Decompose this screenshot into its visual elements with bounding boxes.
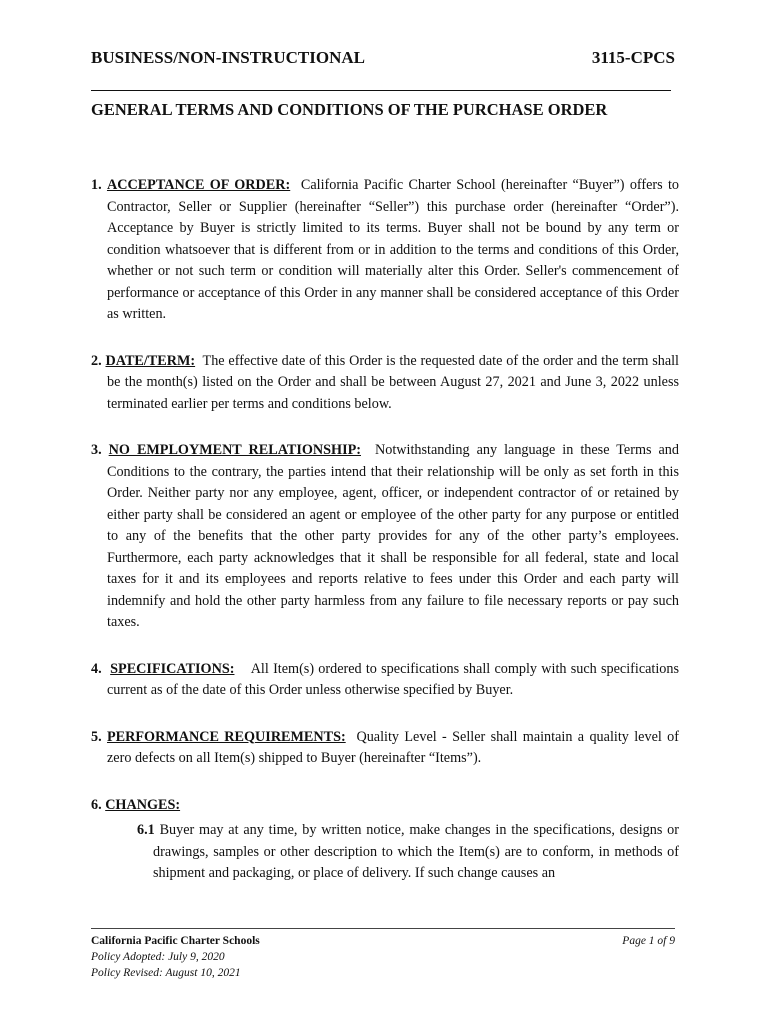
section-text: California Pacific Charter School (hereinafter “Buyer”) offers to Contractor, Seller or Supplier (hereinafter “Seller”) this purchase order (hereinafter “Order”). Acceptance by Buyer is strictly limited to its terms. Buyer shall not be bound by any term or condition whatsoever that is different from or in addition to the terms and conditions of this Order, whether or not such term or condition will materially alter this Order. Seller's commencement of performance or acceptance of this Order in any manner shall be considered acceptance of this Order as written. <box>107 177 680 322</box>
section-heading: PERFORMANCE REQUIREMENTS: <box>107 728 346 745</box>
section-acceptance <box>91 175 679 326</box>
page-header <box>91 48 675 68</box>
section-no-employment <box>91 440 679 634</box>
section-text: Notwithstanding any language in these Terms and Conditions to the contrary, the parties intend that their relationship will be only as set forth in this Order. Neither party nor any employee, agent, officer, or independent contractor of or retained by either party shall be considered an agent or employee of the other party for any purpose or entitled to any of the benefits that the other party provides for any of the other party’s employees. Furthermore, each party acknowledges that it shall be responsible for all federal, state and local taxes for it and its employees and reports relative to fees under this Order and each party will indemnify and hold the other party harmless from any failure to file necessary reports or pay such taxes. <box>107 442 679 630</box>
section-performance <box>91 727 679 770</box>
section-heading: DATE/TERM: <box>105 352 196 369</box>
footer-rule <box>91 928 675 929</box>
subsection-6-1 <box>91 820 679 885</box>
section-number: 1. <box>91 177 102 193</box>
section-heading: ACCEPTANCE OF ORDER: <box>106 177 291 193</box>
section-text: The effective date of this Order is the requested date of the order and the term shall be the month(s) listed on the Order and shall be between August 27, 2021 and June 3, 2022 unless terminated earlier per terms and conditions below. <box>107 352 679 412</box>
section-text: Quality Level - Seller shall maintain a quality level of zero defects on all Item(s) shipped to Buyer (hereinafter “Items”). <box>107 728 680 766</box>
header-rule <box>91 90 671 91</box>
section-heading: SPECIFICATIONS: <box>110 660 235 677</box>
section-heading: NO EMPLOYMENT RELATIONSHIP: <box>108 442 361 458</box>
section-number: 6. <box>91 796 102 813</box>
section-number: 4. <box>91 660 102 677</box>
section-changes <box>91 795 679 817</box>
page-footer <box>91 933 675 981</box>
footer-policy-adopted: Policy Adopted: July 9, 2020 <box>91 951 225 963</box>
section-heading: CHANGES: <box>105 796 181 813</box>
footer-page-number: Page 1 of 9 <box>622 935 675 947</box>
footer-organization: California Pacific Charter Schools <box>91 935 260 947</box>
subsection-text: Buyer may at any time, by written notice, make changes in the specifications, designs or drawings, samples or other description to which the Item(s) are to conform, in methods of shipment and packaging, or place of delivery. If such change causes an <box>153 822 679 881</box>
header-policy-code: 3115-CPCS <box>591 48 675 67</box>
section-number: 3. <box>91 442 102 458</box>
footer-row <box>91 933 675 949</box>
header-category: BUSINESS/NON-INSTRUCTIONAL <box>91 48 365 67</box>
section-number: 5. <box>91 728 102 745</box>
document-title: GENERAL TERMS AND CONDITIONS OF THE PURCHASE ORDER <box>91 100 608 119</box>
document-body <box>91 175 679 885</box>
subsection-number: 6.1 <box>137 822 155 838</box>
footer-policy-revised: Policy Revised: August 10, 2021 <box>91 967 241 979</box>
section-text: All Item(s) ordered to specifications shall comply with such specifications current as of the date of this Order unless otherwise specified by Buyer. <box>107 660 680 698</box>
section-specifications <box>91 659 679 702</box>
section-number: 2. <box>91 352 102 369</box>
section-date-term <box>91 351 679 416</box>
